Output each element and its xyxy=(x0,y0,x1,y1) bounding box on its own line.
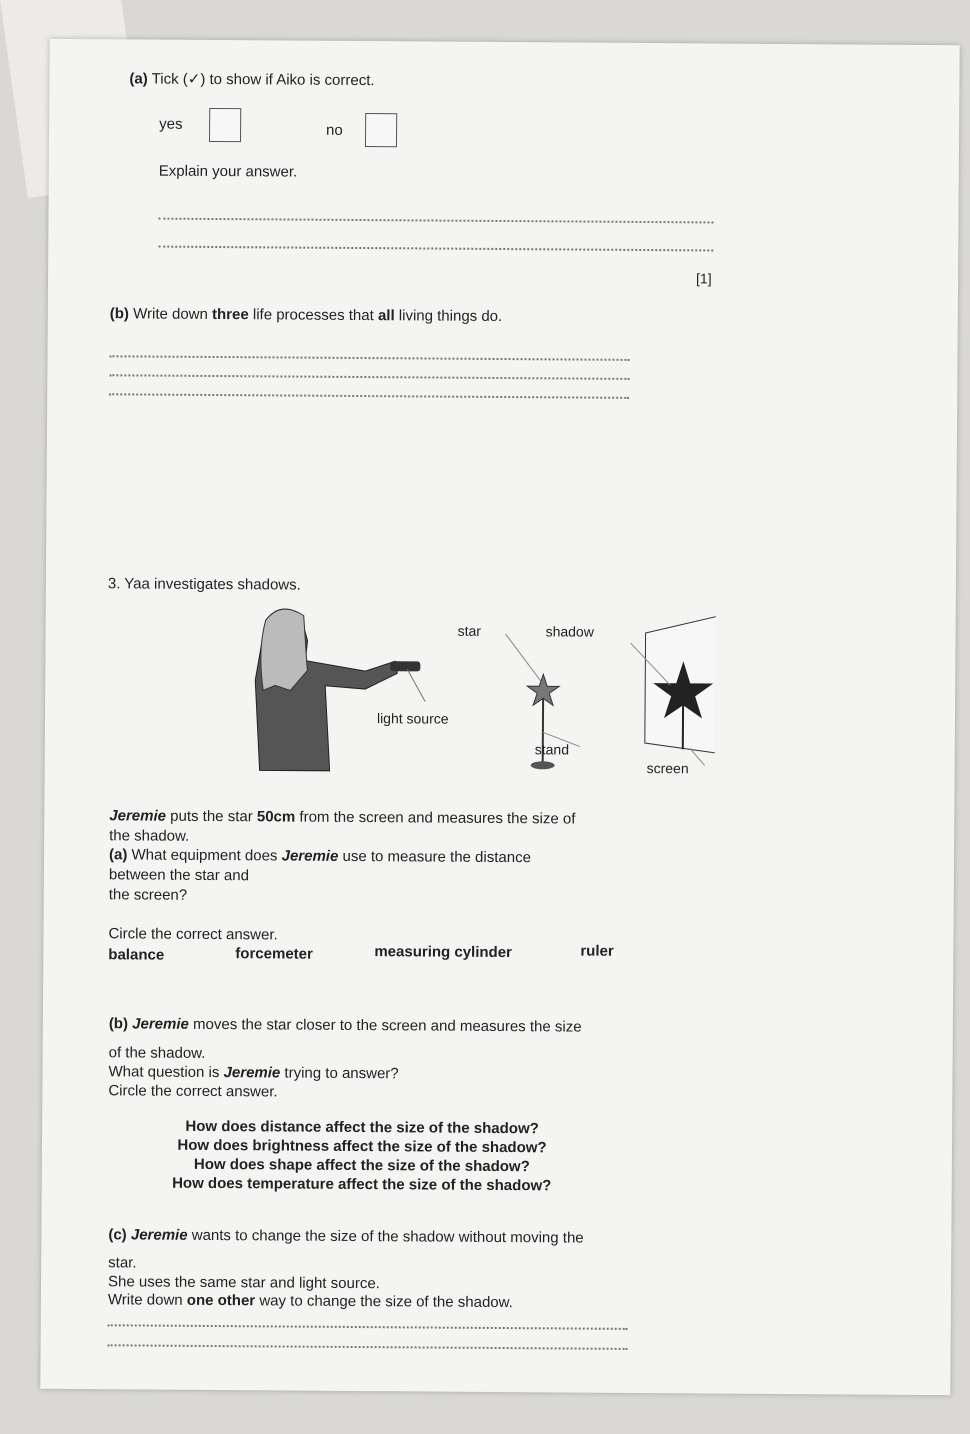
answer-line[interactable] xyxy=(158,246,713,252)
q3-intro: Jeremie puts the star 50cm from the screen and measures the size of xyxy=(109,807,576,828)
q3c-line3: She uses the same star and light source. xyxy=(107,1273,380,1293)
label-light-source: light source xyxy=(376,710,449,727)
answer-line[interactable] xyxy=(109,393,629,399)
q3a-line3: the screen? xyxy=(108,886,188,904)
q2a-prompt: (a) Tick (✓) to show if Aiko is correct. xyxy=(129,70,375,90)
q3c-instruction: Write down one other way to change the size of the shadow. xyxy=(107,1291,513,1312)
label-shadow: shadow xyxy=(545,623,594,640)
q3b-prompt: (b) Jeremie moves the star closer to the screen and measures the size xyxy=(108,1015,582,1036)
option-ruler[interactable]: ruler xyxy=(580,942,614,960)
answer-line[interactable] xyxy=(110,355,630,361)
option-brightness[interactable]: How does brightness affect the size of the shadow? xyxy=(177,1136,547,1157)
no-label: no xyxy=(326,121,343,139)
mark-label: [1] xyxy=(696,270,712,287)
q3c-line2: star. xyxy=(108,1254,137,1272)
girl-illustration xyxy=(255,609,421,772)
option-forcemeter[interactable]: forcemeter xyxy=(235,945,313,963)
option-balance[interactable]: balance xyxy=(108,946,165,964)
q3a-circle-instruction: Circle the correct answer. xyxy=(108,925,278,944)
q3b-circle-instruction: Circle the correct answer. xyxy=(108,1082,278,1101)
option-shape[interactable]: How does shape affect the size of the shadow? xyxy=(193,1155,530,1176)
label-stand: stand xyxy=(534,741,570,758)
answer-line[interactable] xyxy=(108,1324,628,1330)
worksheet-page xyxy=(40,39,959,1395)
q3c-prompt: (c) Jeremie wants to change the size of the shadow without moving the xyxy=(108,1226,584,1247)
answer-line[interactable] xyxy=(109,374,629,380)
q3-intro-line2: the shadow. xyxy=(109,827,190,845)
label-screen: screen xyxy=(646,760,689,777)
option-measuring-cylinder[interactable]: measuring cylinder xyxy=(374,943,512,962)
option-distance[interactable]: How does distance affect the size of the shadow? xyxy=(185,1117,539,1138)
no-checkbox[interactable] xyxy=(365,113,397,147)
option-temperature[interactable]: How does temperature affect the size of the shadow? xyxy=(172,1174,552,1195)
explain-label: Explain your answer. xyxy=(158,162,298,181)
label-star: star xyxy=(457,622,482,639)
q3b-question: What question is Jeremie trying to answer? xyxy=(108,1063,399,1083)
yes-label: yes xyxy=(159,115,183,133)
q3b-line2: of the shadow. xyxy=(108,1044,206,1062)
q2b-prompt: (b) Write down three life processes that all living things do. xyxy=(109,305,503,326)
answer-line[interactable] xyxy=(108,1344,628,1350)
yes-checkbox[interactable] xyxy=(209,108,241,142)
q3a-line2: between the star and xyxy=(108,866,250,885)
screen-with-shadow xyxy=(630,615,716,766)
q3-title: 3. Yaa investigates shadows. xyxy=(107,575,301,594)
q3a-prompt: (a) What equipment does Jeremie use to measure the distance xyxy=(108,846,532,867)
answer-line[interactable] xyxy=(158,218,713,224)
